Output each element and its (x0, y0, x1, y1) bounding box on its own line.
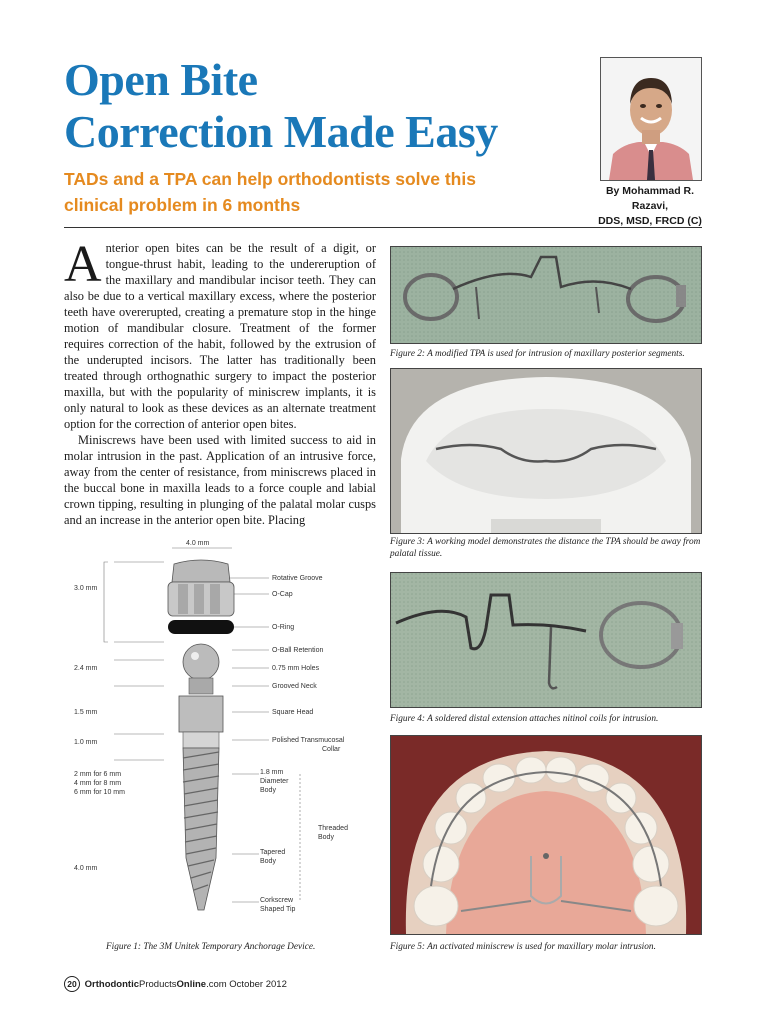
figure-4-photo (390, 572, 702, 708)
paragraph-1-text: nterior open bites can be the result of a digit, or tongue-thrust habit, leading to the undereruption of the maxillary and mandibular incisor teeth. They can also be due to a vertical maxillary excess, where the posterior teeth have overerupted, creating a premature stop in the hinge motion of mandibular closure. Treatment of the former requires correction of the habit, followed by the extrusion of the underupted incisors. The latter has traditionally been treated through orthognathic surgery to impact the posterior maxilla, but with the popularity of miniscrew implants, it is only natural to look as these devices as an alternate treatment option for the correction of anterior open bites. (64, 241, 376, 431)
part-label: O-Cap (272, 591, 293, 598)
page-number: 20 (64, 976, 80, 992)
figure-3-photo (390, 368, 702, 534)
page-footer (64, 976, 287, 992)
dim-label: 3.0 mm (74, 585, 98, 592)
footer-brand-1: Orthodontic (84, 979, 139, 990)
footer-brand-2: Products (139, 979, 177, 990)
soldered-extension-image (391, 573, 701, 707)
byline-author: By Mohammad R. Razavi, (605, 185, 695, 212)
miniscrew-diagram (64, 538, 376, 928)
footer-date: .com October 2012 (206, 979, 287, 990)
paragraph-1 (64, 236, 376, 432)
figure-2-photo (390, 246, 702, 344)
author-photo (600, 57, 702, 181)
dim-label: 6 mm for 10 mm (74, 789, 125, 796)
part-label: Threaded (318, 825, 348, 832)
byline (588, 184, 712, 229)
part-label: 0.75 mm Holes (272, 665, 320, 672)
part-label: Body (260, 787, 276, 794)
figure-5-photo (390, 735, 702, 935)
dim-label: 1.5 mm (74, 709, 98, 716)
dim-label: 2.4 mm (74, 665, 98, 672)
drop-cap: A (64, 236, 102, 293)
part-label: O-Ball Retention (272, 647, 324, 654)
header-divider (64, 227, 702, 228)
part-label: Rotative Groove (272, 575, 323, 582)
dim-label: 2 mm for 6 mm (74, 771, 122, 778)
part-label: O-Ring (272, 624, 295, 631)
dental-model-image (391, 369, 701, 533)
footer-brand-3: Online (176, 979, 207, 990)
intraoral-image (391, 736, 701, 934)
part-label: Square Head (272, 709, 314, 716)
figure-5-caption: Figure 5: An activated miniscrew is used for maxillary molar intrusion. (390, 942, 656, 952)
tpa-wire-image (391, 247, 701, 343)
part-label: Diameter (260, 778, 289, 785)
part-label: Shaped Tip (260, 906, 296, 913)
part-label: Polished Transmucosal (272, 737, 345, 744)
article-title (64, 54, 584, 158)
figure-1-diagram (64, 538, 376, 928)
figure-3-caption: Figure 3: A working model demonstrates the distance the TPA should be away from palatal tissue. (390, 537, 701, 559)
part-label: 1.8 mm (260, 769, 284, 776)
dim-label: 4 mm for 8 mm (74, 780, 122, 787)
title-line-2: Correction Made Easy (64, 106, 498, 157)
figure-1-caption: Figure 1: The 3M Unitek Temporary Anchorage Device. (106, 942, 316, 952)
part-label: Body (318, 834, 334, 841)
part-label: Body (260, 858, 276, 865)
dim-label: 1.0 mm (74, 739, 98, 746)
title-line-1: Open Bite (64, 54, 258, 105)
paragraph-2: Miniscrews have been used with limited success to aid in molar intrusion in the past. Application of an intrusive force, away from the center of resistance, from miniscrews placed in the buccal bone in maxilla leads to a force couple and labial crown tipping, resulting in plunging of the palatal molar cusps and an increase in the anterior open bite. Placing (64, 433, 376, 527)
article-body (64, 236, 376, 528)
dim-top: 4.0 mm (186, 540, 210, 547)
figure-2-caption: Figure 2: A modified TPA is used for intrusion of maxillary posterior segments. (390, 349, 685, 359)
part-label: Corkscrew (260, 897, 294, 904)
byline-credentials: DDS, MSD, FRCD (C) (598, 215, 702, 227)
dim-label: 4.0 mm (74, 865, 98, 872)
part-label: Grooved Neck (272, 683, 317, 690)
figure-4-caption: Figure 4: A soldered distal extension attaches nitinol coils for intrusion. (390, 714, 659, 724)
part-label: Collar (322, 746, 341, 753)
article-subtitle: TADs and a TPA can help orthodontists solve this clinical problem in 6 months (64, 169, 476, 215)
author-portrait-icon (601, 58, 701, 180)
part-label: Tapered (260, 849, 286, 856)
